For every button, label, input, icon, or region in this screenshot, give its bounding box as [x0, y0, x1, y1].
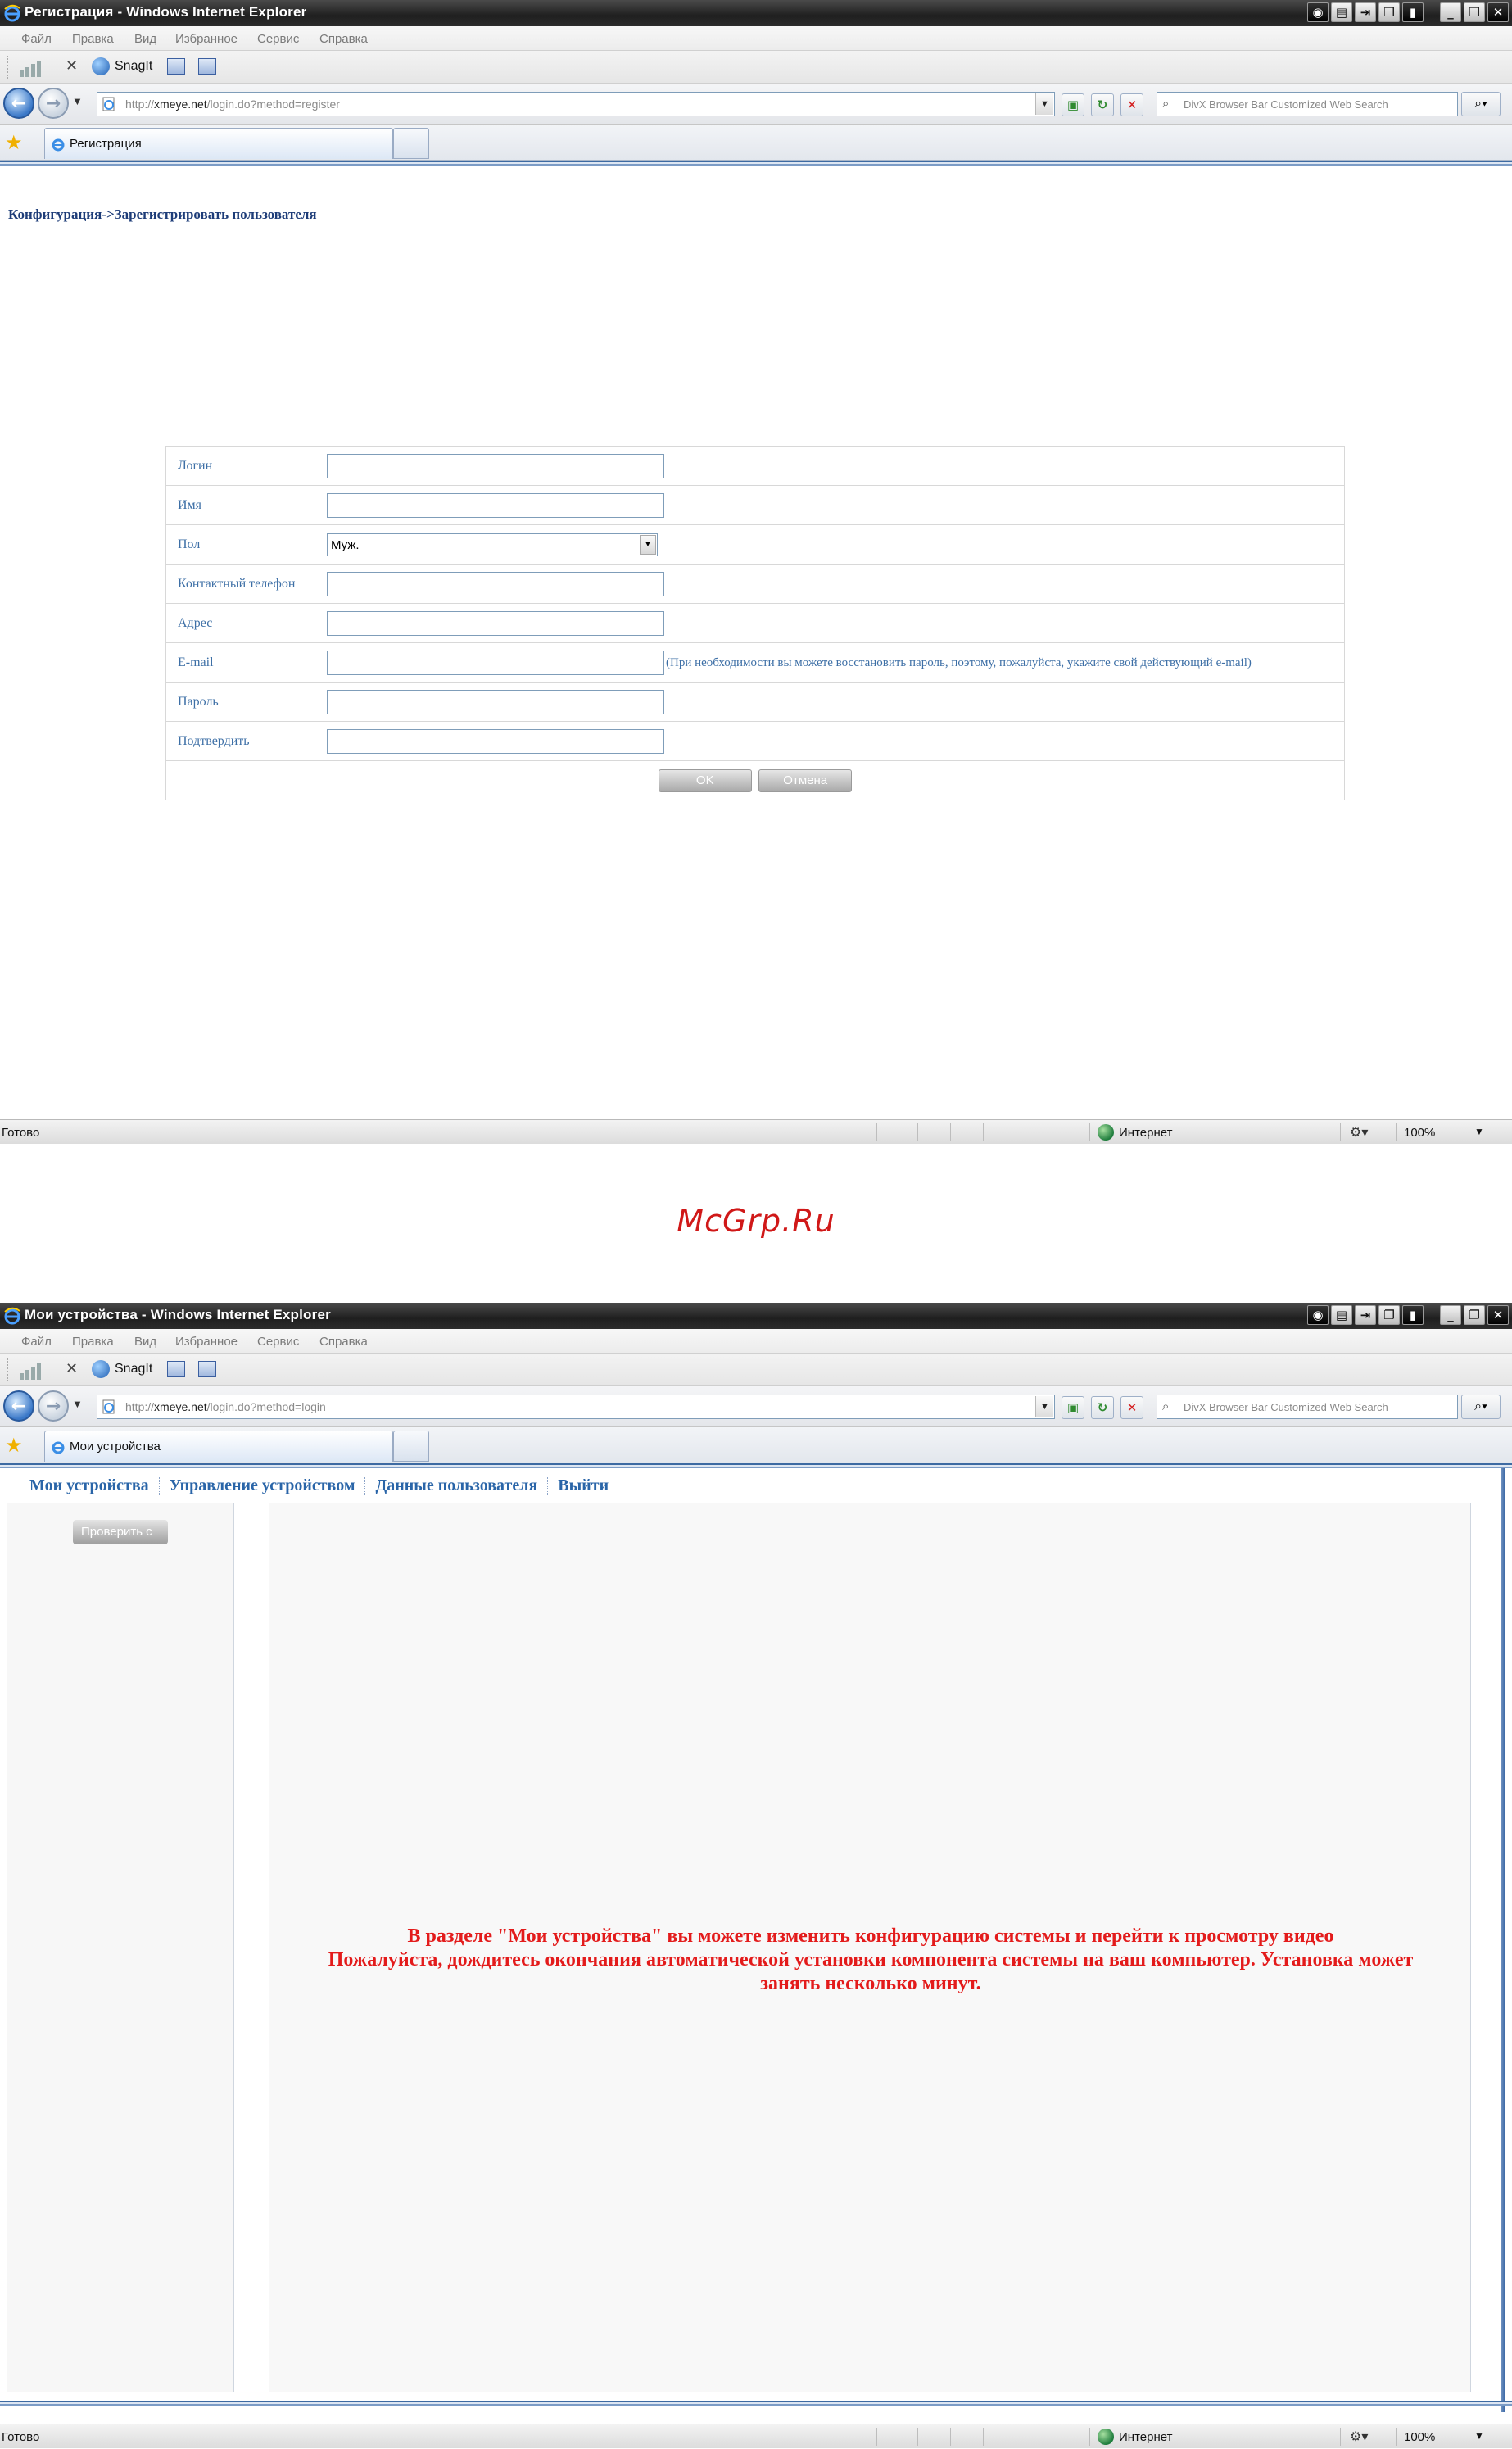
signal-bars-icon: [18, 1362, 43, 1380]
menu-help[interactable]: Справка: [319, 32, 368, 46]
tab-my-devices[interactable]: [44, 1431, 393, 1462]
address-url: http://xmeye.net/login.do?method=login: [125, 1400, 326, 1413]
history-dropdown-icon[interactable]: ▼: [72, 95, 83, 107]
tab-row: [0, 1427, 1512, 1463]
main-panel: [269, 1503, 1471, 2392]
new-tab-button[interactable]: [393, 1431, 429, 1462]
snagit-icon[interactable]: [92, 57, 110, 75]
toolbar-icon-b[interactable]: ⇥: [1355, 1305, 1376, 1325]
menu-favorites[interactable]: Избранное: [175, 1335, 238, 1349]
window-title: Регистрация - Windows Internet Explorer: [25, 4, 307, 20]
address-bar[interactable]: [97, 92, 1055, 116]
compat-view-icon[interactable]: ▣: [1062, 1396, 1084, 1419]
toolbar: [0, 1354, 1512, 1386]
close-toolbar-icon[interactable]: ✕: [66, 1360, 79, 1376]
menu-tools[interactable]: Сервис: [257, 1335, 300, 1349]
search-go-button[interactable]: ⌕▾: [1461, 92, 1501, 116]
content-top-border: [0, 161, 1512, 166]
toolbar-grip[interactable]: [7, 56, 10, 79]
menu-bar: [0, 26, 1512, 51]
stop-icon[interactable]: ✕: [1120, 93, 1143, 116]
refresh-icon[interactable]: ↻: [1091, 93, 1114, 116]
confirm-label: Подтвердить: [166, 722, 315, 761]
address-bar[interactable]: [97, 1395, 1055, 1419]
form-row-confirm: [166, 722, 1345, 761]
snagit-capture-icon[interactable]: [198, 58, 216, 75]
snagit-window-icon[interactable]: [167, 1361, 185, 1377]
nav-device-management[interactable]: Управление устройством: [169, 1476, 355, 1494]
right-frame-edge: [1501, 1468, 1505, 2412]
snagit-window-icon[interactable]: [167, 58, 185, 75]
registration-form: [165, 446, 1345, 800]
title-bar: [0, 0, 1512, 26]
signal-bars-icon: [18, 59, 43, 77]
refresh-icon[interactable]: ↻: [1091, 1396, 1114, 1419]
menu-edit[interactable]: Правка: [72, 1335, 114, 1349]
ie-icon: [3, 1307, 21, 1325]
toolbar-icon-a[interactable]: ▤: [1331, 2, 1352, 22]
content-top-border: [0, 1463, 1512, 1468]
gender-value: Муж.: [331, 537, 360, 552]
title-bar: [0, 1303, 1512, 1329]
stop-icon[interactable]: ✕: [1120, 1396, 1143, 1419]
compat-view-icon[interactable]: ▣: [1062, 93, 1084, 116]
window-title: Мои устройства - Windows Internet Explorer: [25, 1307, 331, 1322]
search-input[interactable]: [1157, 1395, 1458, 1419]
status-text: Готово: [2, 2430, 40, 2444]
search-placeholder: DivX Browser Bar Customized Web Search: [1184, 1401, 1388, 1413]
ie-tab-icon: [50, 1439, 66, 1455]
ok-button[interactable]: OK: [659, 769, 752, 792]
restore-button[interactable]: ❐: [1464, 1305, 1485, 1325]
toolbar: [0, 51, 1512, 84]
security-zone: Интернет: [1119, 2430, 1173, 2444]
message-line: В разделе "Мои устройства" вы можете изменить конфигурацию системы и перейти к просмотру видео: [407, 1925, 1334, 1947]
toolbar-icon-d[interactable]: ▮: [1402, 2, 1424, 22]
menu-view[interactable]: Вид: [134, 1335, 157, 1349]
ie-window-register: [0, 0, 1512, 1145]
protected-mode-icon[interactable]: ⚙▾: [1350, 2430, 1369, 2444]
favorites-star-icon[interactable]: ★: [5, 132, 23, 154]
gender-select[interactable]: [327, 533, 658, 556]
login-field[interactable]: [327, 454, 664, 478]
tab-label: Мои устройства: [70, 1440, 161, 1454]
status-bar: [0, 2424, 1512, 2448]
snagit-capture-icon[interactable]: [198, 1361, 216, 1377]
toolbar-icon-a[interactable]: ▤: [1331, 1305, 1352, 1325]
address-label: Адрес: [166, 604, 315, 643]
password-field[interactable]: [327, 690, 664, 714]
close-button[interactable]: ✕: [1487, 2, 1509, 22]
address-row: [0, 84, 1512, 125]
form-row-gender: [166, 525, 1345, 565]
back-button[interactable]: ←: [3, 1390, 34, 1422]
zoom-level[interactable]: 100%: [1404, 1126, 1436, 1140]
form-row-login: [166, 447, 1345, 486]
new-tab-button[interactable]: [393, 128, 429, 159]
form-row-email: [166, 643, 1345, 683]
toolbar-icon-c[interactable]: ❐: [1378, 1305, 1400, 1325]
menu-file[interactable]: Файл: [21, 1335, 52, 1349]
zoom-level[interactable]: 100%: [1404, 2430, 1436, 2444]
search-go-button[interactable]: ⌕▾: [1461, 1395, 1501, 1419]
search-icon: ⌕: [1162, 97, 1170, 111]
zoom-dropdown-icon[interactable]: ▼: [1474, 1126, 1484, 1137]
breadcrumb: Конфигурация->Зарегистрировать пользователя: [8, 206, 317, 222]
protected-mode-icon[interactable]: ⚙▾: [1350, 1126, 1369, 1140]
favorites-star-icon[interactable]: ★: [5, 1435, 23, 1457]
nav-user-data[interactable]: Данные пользователя: [375, 1476, 538, 1494]
menu-help[interactable]: Справка: [319, 1335, 368, 1349]
snag-capture-icon[interactable]: ◉: [1307, 1305, 1329, 1325]
menu-file[interactable]: Файл: [21, 32, 52, 46]
toolbar-grip[interactable]: [7, 1358, 10, 1381]
globe-icon: [1098, 2429, 1114, 2445]
menu-tools[interactable]: Сервис: [257, 32, 300, 46]
status-text: Готово: [2, 1126, 40, 1140]
status-bar: [0, 1119, 1512, 1144]
toolbar-icon-b[interactable]: ⇥: [1355, 2, 1376, 22]
address-dropdown-icon[interactable]: ▼: [1035, 93, 1053, 115]
zoom-dropdown-icon[interactable]: ▼: [1474, 2430, 1484, 2442]
window-controls: [1307, 2, 1509, 24]
minimize-button[interactable]: _: [1440, 2, 1461, 22]
ie-window-devices: [0, 1303, 1512, 2449]
email-label: E-mail: [166, 643, 315, 683]
close-button[interactable]: ✕: [1487, 1305, 1509, 1325]
confirm-field[interactable]: [327, 729, 664, 754]
menu-view[interactable]: Вид: [134, 32, 157, 46]
tab-label: Регистрация: [70, 137, 142, 151]
chevron-down-icon[interactable]: ▼: [640, 535, 656, 555]
nav-my-devices[interactable]: Мои устройства: [29, 1476, 149, 1494]
back-button[interactable]: ←: [3, 88, 34, 119]
phone-field[interactable]: [327, 572, 664, 596]
restore-button[interactable]: ❐: [1464, 2, 1485, 22]
gender-label: Пол: [166, 525, 315, 565]
minimize-button[interactable]: _: [1440, 1305, 1461, 1325]
tab-row: [0, 125, 1512, 161]
search-placeholder: DivX Browser Bar Customized Web Search: [1184, 98, 1388, 111]
form-row-password: [166, 683, 1345, 722]
close-toolbar-icon[interactable]: ✕: [66, 57, 79, 74]
watermark: McGrp.Ru: [677, 1203, 835, 1239]
login-label: Логин: [166, 447, 315, 486]
message-line: Пожалуйста, дождитесь окончания автоматической установки компонента системы на ваш компьютер. Установка может: [328, 1949, 1414, 1971]
tab-register[interactable]: [44, 128, 393, 159]
message-line: занять несколько минут.: [760, 1973, 981, 1994]
address-field[interactable]: [327, 611, 664, 636]
nav-logout[interactable]: Выйти: [558, 1476, 609, 1494]
form-row-name: [166, 486, 1345, 525]
menu-bar: [0, 1329, 1512, 1354]
snagit-label[interactable]: SnagIt: [115, 59, 153, 73]
menu-edit[interactable]: Правка: [72, 32, 114, 46]
snag-capture-icon[interactable]: ◉: [1307, 2, 1329, 22]
form-row-phone: [166, 565, 1345, 604]
menu-favorites[interactable]: Избранное: [175, 32, 238, 46]
forward-button[interactable]: →: [38, 1390, 69, 1422]
snagit-label[interactable]: SnagIt: [115, 1362, 153, 1376]
email-field[interactable]: [327, 651, 664, 675]
snagit-icon[interactable]: [92, 1360, 110, 1378]
search-input[interactable]: [1157, 92, 1458, 116]
history-dropdown-icon[interactable]: ▼: [72, 1398, 83, 1410]
install-message: [269, 1925, 1472, 1996]
address-dropdown-icon[interactable]: ▼: [1035, 1396, 1053, 1417]
ie-icon: [3, 4, 21, 22]
phone-label: Контактный телефон: [166, 565, 315, 604]
name-field[interactable]: [327, 493, 664, 518]
content-bottom-border: [0, 2401, 1512, 2406]
address-url: http://xmeye.net/login.do?method=register: [125, 98, 340, 111]
device-list-panel: [7, 1503, 234, 2392]
search-icon: ⌕: [1162, 1399, 1170, 1413]
globe-icon: [1098, 1124, 1114, 1141]
page-icon: [101, 1399, 117, 1415]
page-icon: [101, 96, 117, 112]
cancel-button[interactable]: Отмена: [758, 769, 852, 792]
form-row-address: [166, 604, 1345, 643]
form-row-buttons: [166, 761, 1345, 800]
name-label: Имя: [166, 486, 315, 525]
password-label: Пароль: [166, 683, 315, 722]
top-navigation: [29, 1476, 609, 1495]
ie-tab-icon: [50, 136, 66, 152]
forward-button[interactable]: →: [38, 88, 69, 119]
email-hint: (При необходимости вы можете восстановить пароль, поэтому, пожалуйста, укажите свой действующий e-mail): [666, 656, 1252, 669]
window-controls: [1307, 1305, 1509, 1327]
address-row: [0, 1386, 1512, 1427]
security-zone: Интернет: [1119, 1126, 1173, 1140]
toolbar-icon-d[interactable]: ▮: [1402, 1305, 1424, 1325]
toolbar-icon-c[interactable]: ❐: [1378, 2, 1400, 22]
check-button[interactable]: Проверить с: [73, 1520, 168, 1544]
